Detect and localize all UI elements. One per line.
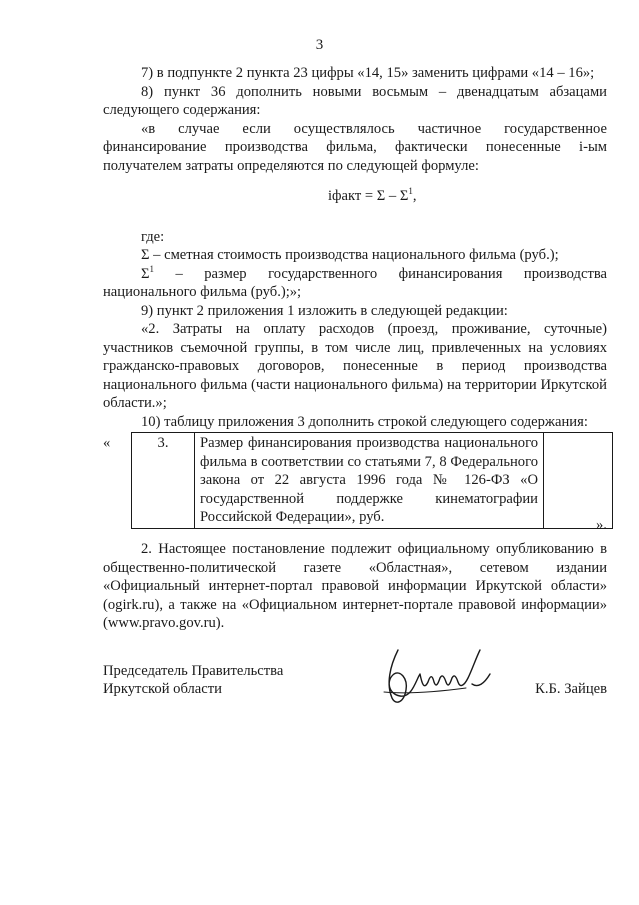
table-row — [132, 433, 613, 529]
final-paragraph: 2. Настоящее постановление подлежит официальному опубликованию в общественно-политической газете «Областная», сетевом издании «Официальный интернет-портал правовой информации Иркутской области» (ogirk.ru), а также на «Официальном интернет-портале правовой информации» (www.pravo.gov.ru). — [103, 541, 607, 631]
signatory-title-line2: Иркутской области — [103, 681, 222, 697]
table-cell-number: 3. — [132, 433, 195, 529]
paragraph-7: 7) в подпункте 2 пункта 23 цифры «14, 15» заменить цифрами «14 – 16»; — [141, 65, 595, 81]
paragraph-9: 9) пункт 2 приложения 1 изложить в следующей редакции: — [141, 302, 508, 319]
page-number: 3 — [315, 37, 324, 53]
document-body — [103, 64, 607, 633]
table-insert — [103, 432, 607, 540]
formula-tail: , — [412, 188, 417, 204]
sigma1-superscript: 1 — [149, 263, 154, 274]
table-close-quote: ». — [596, 517, 607, 533]
handwritten-signature-icon — [376, 644, 494, 710]
definition-sigma: Σ – сметная стоимость производства национального фильма (руб.); — [141, 247, 559, 263]
paragraph-8: 8) пункт 36 дополнить новыми восьмым – двенадцатым абзацами следующего содержания: — [103, 83, 607, 118]
signature-block — [103, 662, 608, 712]
table-cell-value — [544, 433, 613, 529]
formula-superscript: 1 — [408, 186, 413, 196]
table-open-quote: « — [103, 435, 111, 451]
paragraph-10: 10) таблицу приложения 3 дополнить строкой следующего содержания: — [141, 413, 588, 430]
definition-sigma1 — [103, 265, 607, 302]
table-cell-text: Размер финансирования производства национального фильма в соответствии со статьями 7, 8 Федерального закона от 22 августа 1996 года № 126-ФЗ «О государственной поддержке кинематографии Российской Федерации», руб. — [195, 433, 544, 529]
paragraph-8-quote: «в случае если осуществлялось частичное государственное финансирование производства фильма, фактически понесенные i-ым получателем затраты определяются по следующей формуле: — [103, 120, 607, 174]
sigma1-text: – размер государственного финансирования производства национального фильма (руб.);»; — [103, 265, 607, 300]
formula — [103, 187, 607, 206]
signatory-title-line1: Председатель Правительства — [103, 663, 284, 679]
formula-main: iфакт = Σ – Σ — [328, 188, 409, 204]
signatory-name: К.Б. Зайцев — [535, 681, 607, 697]
sigma1-symbol: Σ — [141, 265, 150, 282]
signatory-title — [103, 662, 283, 698]
inserted-table — [131, 432, 613, 529]
paragraph-9-quote: «2. Затраты на оплату расходов (проезд, проживание, суточные) участников съемочной группы, в том числе лиц, привлеченных на условиях гражданско-правовых договоров, понесенные в период производства национального фильма (части национального фильма) на территории Иркутской области.»; — [103, 321, 607, 411]
where-label: где: — [141, 228, 165, 245]
